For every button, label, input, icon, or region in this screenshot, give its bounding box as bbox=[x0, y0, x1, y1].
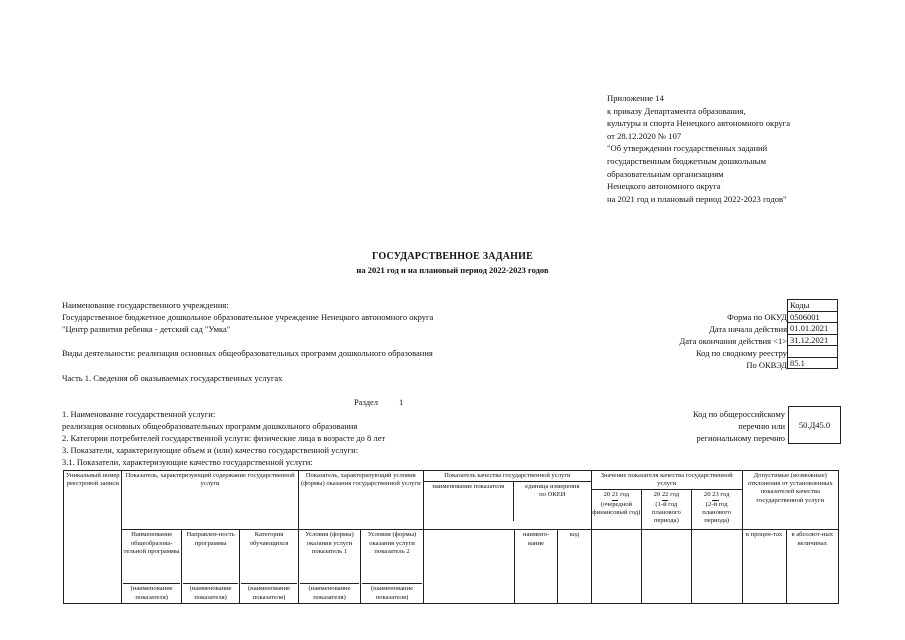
quality-name-header: наименование показателя bbox=[424, 482, 514, 521]
document-subtitle: на 2021 год и на плановый период 2022-2023 годов bbox=[356, 265, 549, 275]
institution-name-line1: Государственное бюджетное дошкольное образовательное учреждение Ненецкого автономного округа bbox=[62, 312, 434, 322]
col-quality bbox=[423, 471, 591, 530]
unit-name-header: наимено-вание bbox=[515, 530, 558, 604]
section-label: Раздел bbox=[354, 397, 379, 407]
col-content: Показатель, характеризующий содержание государственной услуги bbox=[122, 471, 298, 530]
appendix-line: "Об утверждении государственных заданий bbox=[607, 143, 768, 154]
institution-name-line2: "Центр развития ребенка - детский сад "Умка" bbox=[62, 324, 231, 334]
condition-1-header: Условия (формы) оказания услуги показатель 1 (наименование показателя) bbox=[298, 530, 361, 604]
okud-label: Форма по ОКУД bbox=[727, 312, 787, 322]
col-quality-title: Показатель качества государственной услуги bbox=[444, 472, 571, 479]
end-date-value: 31.12.2021 bbox=[788, 334, 838, 346]
appendix-line: образовательным организациям bbox=[607, 168, 724, 179]
appendix-line: Ненецкого автономного округа bbox=[607, 181, 721, 192]
appendix-line: на 2021 год и плановый период 2022-2023 годов" bbox=[607, 193, 787, 204]
okved-value: 85.1 bbox=[788, 357, 838, 369]
unit-code-header: код bbox=[558, 530, 592, 604]
codes-header: Коды bbox=[788, 300, 838, 312]
end-date-label: Дата окончания действия <1> bbox=[679, 336, 787, 346]
year-2-header: 20 22 год (1-й год планового периода) bbox=[642, 490, 692, 529]
program-direction-header: Направлен-ность программы (наименование показателя) bbox=[181, 530, 239, 604]
student-category-header: Категория обучающихся (наименование показателя) bbox=[240, 530, 298, 604]
quality-table bbox=[63, 470, 839, 604]
okved-label: По ОКВЭД bbox=[746, 360, 787, 370]
section-number: 1 bbox=[399, 397, 404, 407]
institution-label: Наименование государственного учреждения: bbox=[62, 300, 229, 310]
appendix-line: от 28.12.2020 № 107 bbox=[607, 130, 682, 141]
year-2-cell bbox=[642, 530, 692, 604]
start-date-label: Дата начала действия bbox=[709, 324, 787, 334]
service-name-label: 1. Наименование государственной услуги: bbox=[62, 409, 216, 419]
activity-type: Виды деятельности: реализация основных общеобразовательных программ дошкольного образования bbox=[62, 348, 433, 358]
appendix-line: к приказу Департамента образования, bbox=[607, 105, 746, 116]
part-1-heading: Часть 1. Сведения об оказываемых государственных услугах bbox=[62, 373, 283, 383]
registry-code-value bbox=[788, 346, 838, 358]
year-3-header: 20 23 год (2-й год планового периода) bbox=[702, 491, 732, 525]
col-conditions: Показатель, характеризующий условия (формы) оказания государственной услуги bbox=[298, 471, 423, 530]
appendix-block bbox=[607, 92, 897, 205]
program-name-header: Наименование общеобразова-тельной программы (наименование показателя) bbox=[122, 530, 181, 604]
col-unique-number: Уникальный номер реестровой записи bbox=[64, 471, 122, 604]
okud-value: 0506001 bbox=[788, 311, 838, 323]
indicators-heading: 3. Показатели, характеризующие объем и (или) качество государственной услуги: bbox=[62, 445, 359, 455]
year-3-cell bbox=[692, 530, 742, 604]
registry-code-label: Код по сводному реестру bbox=[695, 348, 787, 358]
condition-2-header: Условия (формы) оказания услуги показатель 2 (наименование показателя) bbox=[361, 530, 424, 604]
quality-indicators-heading: 3.1. Показатели, характеризующие качество государственной услуги: bbox=[62, 457, 313, 467]
col-values bbox=[591, 471, 742, 530]
col-values-title: Значение показателя качества государственной услуги bbox=[600, 472, 733, 488]
codes-table bbox=[787, 299, 838, 369]
registry-list-label-2: перечню или bbox=[738, 421, 785, 431]
appendix-line: культуры и спорта Ненецкого автономного округа bbox=[607, 118, 791, 129]
quality-name-cell bbox=[423, 530, 514, 604]
deviation-absolute-header: в абсолют-ных величинах bbox=[786, 530, 838, 604]
unit-header: единица измерения по ОКЕИ bbox=[525, 483, 580, 499]
start-date-value: 01.01.2021 bbox=[788, 323, 838, 335]
document-title: ГОСУДАРСТВЕННОЕ ЗАДАНИЕ bbox=[372, 251, 533, 262]
year-1-header: 20 21 год (очередной финансовый год) bbox=[592, 490, 642, 529]
year-1-cell bbox=[591, 530, 641, 604]
consumer-category: 2. Категории потребителей государственной услуги: физические лица в возрасте до 8 лет bbox=[62, 433, 386, 443]
registry-list-label-1: Код по общероссийскому bbox=[692, 409, 785, 419]
appendix-line: государственным бюджетным дошкольным bbox=[607, 155, 767, 166]
col-deviation: Допустимые (возможные) отклонения от установленных показателей качества государственной услуги bbox=[742, 471, 838, 530]
registry-code-value: 50.Д45.0 bbox=[788, 406, 841, 444]
service-name-value: реализация основных общеобразовательных программ дошкольного образования bbox=[62, 421, 358, 431]
registry-list-label-3: региональному перечню bbox=[696, 433, 785, 443]
deviation-percent-header: в процен-тах bbox=[742, 530, 786, 604]
appendix-line: Приложение 14 bbox=[607, 93, 664, 103]
